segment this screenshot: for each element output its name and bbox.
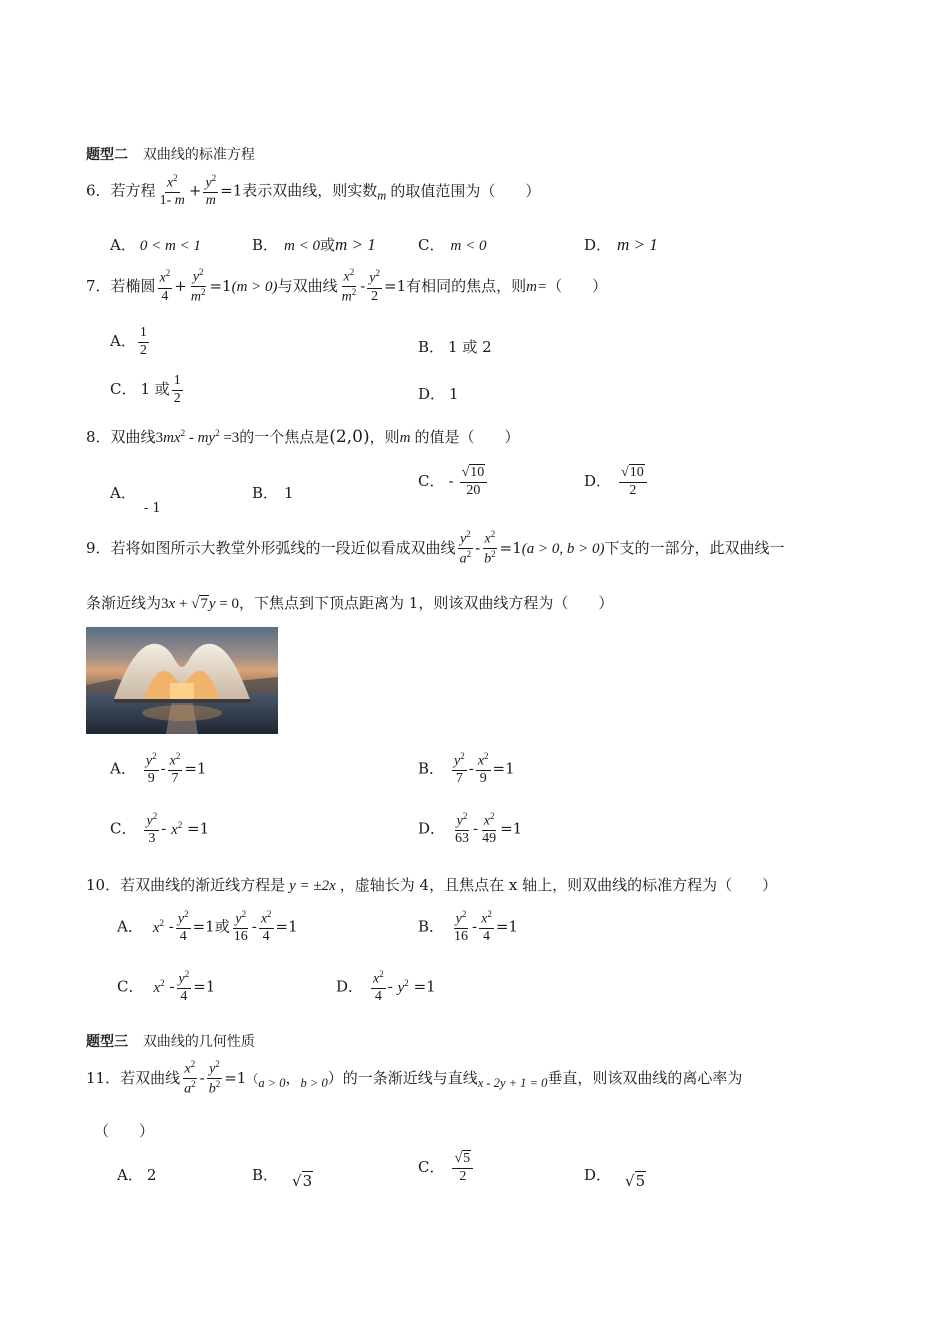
condition: (a > 0, b > 0) [521, 540, 605, 557]
question-text: 垂直，则该双曲线的离心率为 [547, 1068, 743, 1087]
question-6: 6．若方程 $\frac{x^2}{1- m}$ + $\frac{y^2}{m}$ =1表示双曲线，则实数$_m$ 的取值范围为（ ） [86, 173, 541, 209]
question-text: 的值是（ ） [414, 428, 520, 446]
question-text: 若双曲线 [120, 1068, 181, 1087]
question-text: ，下焦点到下顶点距离为 1，则该双曲线方程为（ ） [239, 594, 614, 612]
option-9c[interactable]: C． $\frac{y^2}{3}$ - $x^2 =1$ [110, 811, 210, 847]
option-11a[interactable]: A． 2 [117, 1166, 157, 1184]
question-text: 与双曲线 [277, 276, 338, 295]
section-label: 题型三 [86, 1034, 128, 1050]
question-number: 8． [86, 428, 111, 446]
option-11b[interactable]: B． √3 [252, 1166, 313, 1190]
option-7a[interactable]: A． $\frac{1}{2}$ [110, 325, 147, 358]
question-7: 7．若椭圆 $\frac{x^2}{4}$ + $\frac{y^2}{m^2}$ =1(m > 0)与双曲线 $\frac{x^2}{m^2}$ - $\frac{y^2}{2}$ =1有相同的焦点，则m=（ ） [86, 267, 608, 305]
option-10d[interactable]: D． $\frac{x^2}{4}$ - $y^2 =1$ [336, 969, 436, 1005]
option-11c[interactable]: C． $\frac{√5}{2}$ [418, 1152, 475, 1184]
question-11: 11．若双曲线 $\frac{x^2}{a^2}$ - $\frac{y^2}{b^2}$ $=1(_{a > 0}$，$_{b > 0}$）的一条渐近线与直线$_{x - 2y + 1 = 0}$垂直，则该双曲线的离心率为 [86, 1059, 743, 1097]
fraction: $\frac{y^2}{b^2}$ [208, 1059, 221, 1097]
section-title: 双曲线的标准方程 [142, 147, 255, 163]
condition: b > 0 [300, 1075, 328, 1090]
variable: m= [526, 278, 548, 295]
option-11d[interactable]: D． √5 [584, 1166, 646, 1190]
question-text: ，虚轴长为 4，且焦点在 x 轴上，则双曲线的标准方程为（ ） [339, 876, 778, 894]
question-text: 若椭圆 [110, 276, 156, 295]
question-text: （ ） [547, 276, 608, 295]
option-8d[interactable]: D． $\frac{√10}{2}$ [584, 466, 649, 498]
fraction: $\frac{x^2}{4}$ [159, 268, 171, 304]
question-text: 若将如图所示大教堂外形弧线的一段近似看成双曲线 [110, 538, 456, 557]
question-number: 11． [86, 1068, 121, 1087]
option-9b[interactable]: B． $\frac{y^2}{7}$ - $\frac{x^2}{9}$ =1 [418, 751, 515, 787]
question-11-paren: （ ） [94, 1122, 155, 1140]
question-number: 6． [86, 181, 111, 200]
question-text: 若双曲线的渐近线方程是 [120, 876, 286, 894]
option-10a[interactable]: A． $x^2$ - $\frac{y^2}{4}$ =1或 $\frac{y^2}{16}$ - $\frac{x^2}{4}$ =1 [117, 909, 298, 945]
question-text: 条渐近线为 [86, 594, 162, 612]
option-6c[interactable]: C． m < 0 [418, 236, 487, 254]
option-7b[interactable]: B． 1 或 2 [418, 338, 492, 356]
option-8a[interactable]: A．- 1 [110, 484, 161, 516]
question-text: 下支的一部分，此双曲线一 [604, 538, 785, 557]
option-10b[interactable]: B． $\frac{y^2}{16}$ - $\frac{x^2}{4}$ =1 [418, 909, 518, 945]
question-text: 的一个焦点是 [239, 428, 330, 446]
option-9d[interactable]: D． $\frac{y^2}{63}$ - $\frac{x^2}{49}$ =1 [418, 811, 523, 847]
condition: a > 0 [258, 1075, 286, 1090]
option-7d[interactable]: D． 1 [418, 385, 459, 403]
question-text: 双曲线 [110, 428, 156, 446]
option-8b[interactable]: B． 1 [252, 484, 294, 502]
question-10 [86, 874, 777, 895]
fraction: $\frac{y^2}{a^2}$ [459, 529, 472, 567]
question-number: 9． [86, 538, 111, 557]
fraction: $\frac{x^2}{1- m}$ [159, 173, 185, 209]
option-9a[interactable]: A． $\frac{y^2}{9}$ - $\frac{x^2}{7}$ =1 [110, 751, 207, 787]
variable: m [399, 430, 411, 446]
option-6a[interactable]: A． 0 < m < 1 [110, 236, 201, 254]
option-6b[interactable]: B． m < 0或m > 1 [252, 235, 376, 254]
fraction: $\frac{x^2}{b^2}$ [484, 529, 496, 567]
fraction: $\frac{x^2}{a^2}$ [184, 1059, 196, 1097]
point: (2,0) [329, 427, 370, 447]
section-title: 双曲线的几何性质 [142, 1034, 255, 1050]
fraction: $\frac{y^2}{m}$ [205, 173, 217, 209]
question-9-line2: 条渐近线为3x + √7y = 0，下焦点到下顶点距离为 1，则该双曲线方程为（ ） [86, 594, 614, 612]
equation: x - 2y + 1 = 0 [477, 1075, 548, 1090]
fraction: $\frac{y^2}{2}$ [369, 268, 380, 304]
question-number: 10． [86, 876, 121, 894]
option-7c[interactable]: C． 1 或 $\frac{1}{2}$ [110, 373, 181, 406]
section-heading-3 [86, 1031, 255, 1051]
question-text: 有相同的焦点，则 [406, 276, 527, 295]
fraction: $\frac{x^2}{m^2}$ [341, 267, 357, 305]
question-text: 若方程 [110, 181, 156, 200]
question-text: 的取值范围为（ ） [390, 181, 541, 200]
question-text: 表示双曲线，则实数 [242, 181, 378, 200]
fraction: $\frac{y^2}{m^2}$ [190, 267, 206, 305]
section-heading-2 [86, 144, 255, 164]
option-8c[interactable]: C． - $\frac{√10}{20}$ [418, 466, 489, 498]
question-8: 8．双曲线$3mx^2 - my^2 =3$的一个焦点是(2,0)，则m 的值是（ ） [86, 427, 520, 447]
question-text: ，则 [369, 428, 400, 446]
variable: m [377, 188, 387, 203]
cathedral-photo [86, 627, 278, 734]
condition: (m > 0) [231, 278, 278, 295]
question-text: ）的一条渐近线与直线 [327, 1068, 478, 1087]
option-6d[interactable]: D． m > 1 [584, 235, 658, 254]
equation: y = ±2x [289, 878, 336, 894]
question-9: 9．若将如图所示大教堂外形弧线的一段近似看成双曲线 $\frac{y^2}{a^2}$ - $\frac{x^2}{b^2}$ =1(a > 0, b > 0)下支的一部分，此双曲线一 [86, 529, 785, 567]
section-label: 题型二 [86, 147, 128, 163]
option-10c[interactable]: C． $x^2$ - $\frac{y^2}{4}$ =1 [117, 969, 216, 1005]
question-number: 7． [86, 276, 111, 295]
